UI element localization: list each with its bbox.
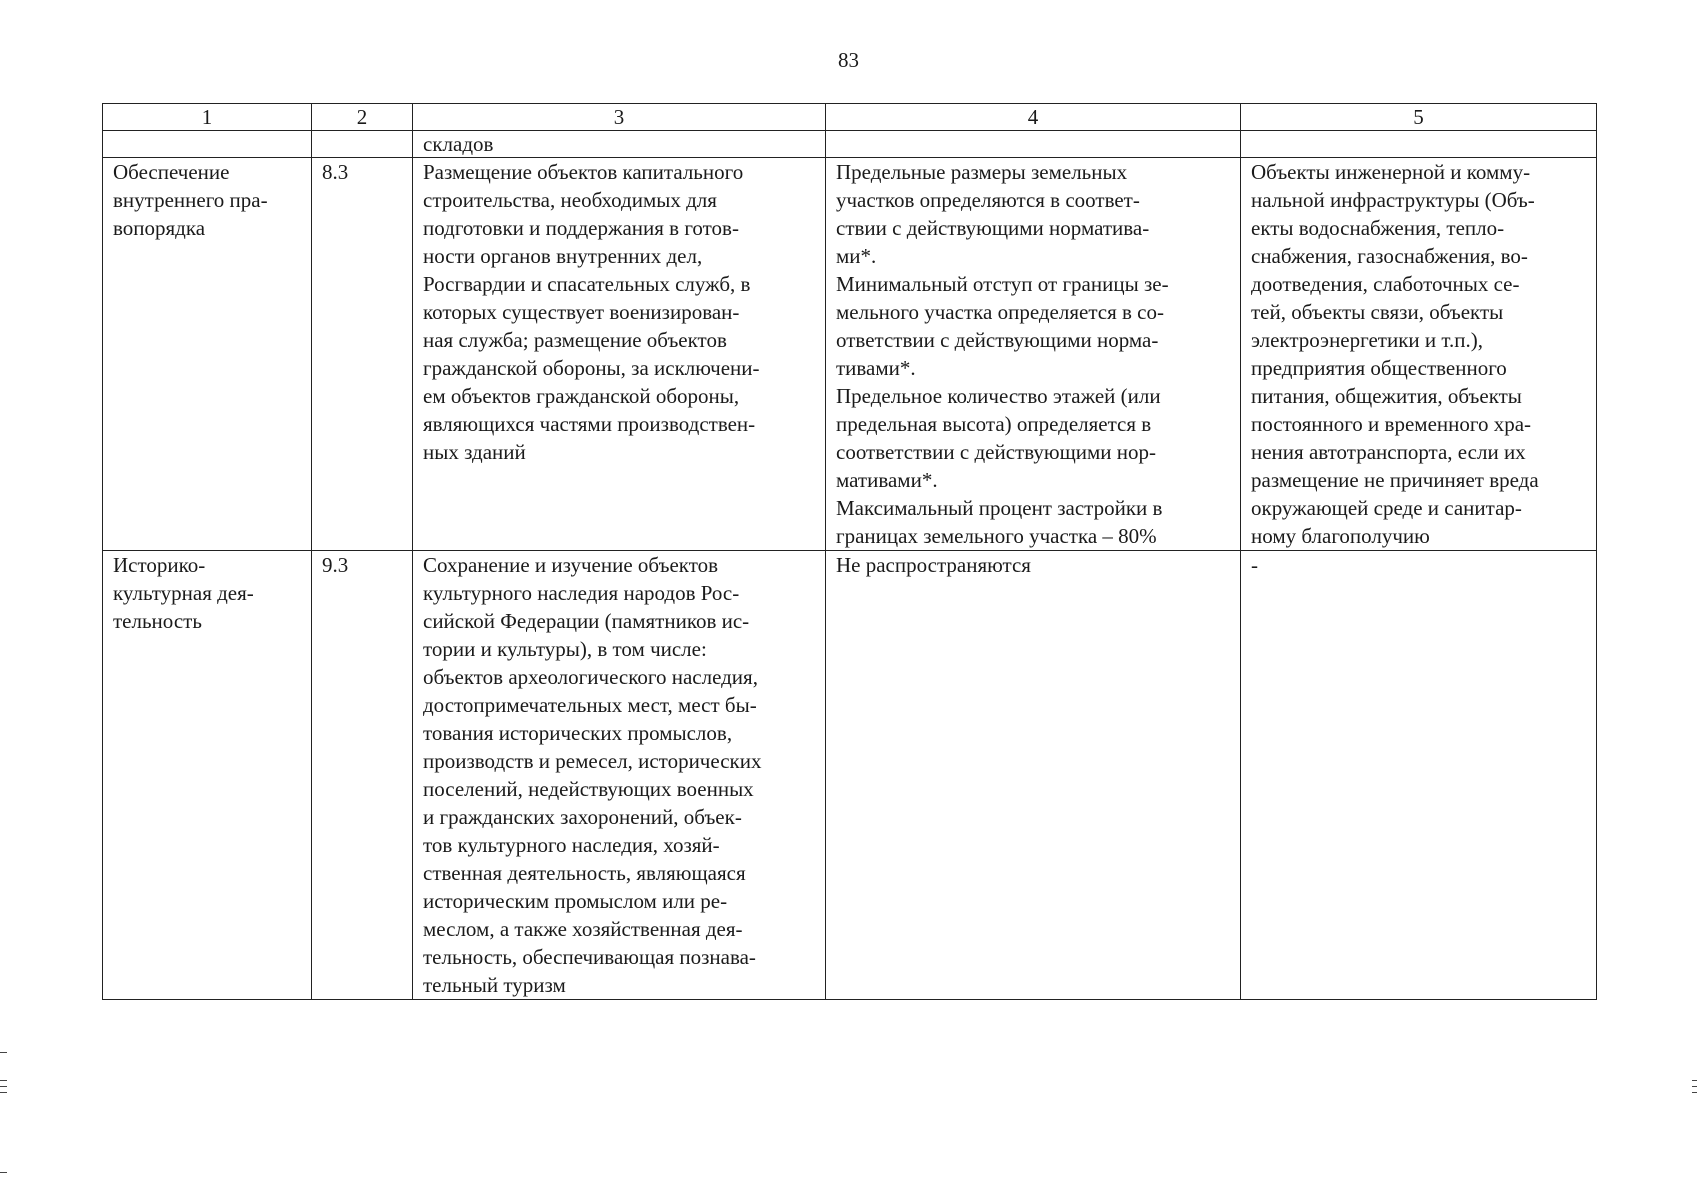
scan-artifact-right-1 [1692, 1080, 1697, 1081]
scan-artifact-right-3 [1692, 1092, 1697, 1093]
page-number: 83 [838, 48, 859, 72]
header-col-5: 5 [1241, 104, 1597, 131]
use-description-cell: Сохранение и изучение объектов культурного наследия народов Рос- сийской Федерации (памятников ис- тории и культуры), в том числе: объектов археологического наследия, достопримечательных мест, мест бы- тования исторических промыслов, производств и ремесел, исторических поселений, недействующих военных и гражданских захоронений, объек- тов культурного наследия, хозяй- ственная деятельность, являющаяся историческим промыслом или ре- меслом, а также хозяйственная дея- тельность, обеспечивающая познава- тельный туризм [413, 551, 826, 1000]
cont-cell-4 [826, 131, 1241, 158]
use-parameters-cell: Не распространяются [826, 551, 1241, 1000]
header-col-4: 4 [826, 104, 1241, 131]
cont-cell-5 [1241, 131, 1597, 158]
header-col-2: 2 [312, 104, 413, 131]
use-name-cell: Историко- культурная дея- тельность [103, 551, 312, 1000]
scan-artifact-right-2 [1692, 1086, 1697, 1087]
scan-artifact-left-1 [0, 1052, 7, 1053]
header-col-1: 1 [103, 104, 312, 131]
cont-cell-1 [103, 131, 312, 158]
use-code-cell: 9.3 [312, 551, 413, 1000]
header-row [103, 104, 1597, 131]
cont-cell-3: складов [413, 131, 826, 158]
cont-cell-2 [312, 131, 413, 158]
scan-artifact-left-2 [0, 1080, 7, 1081]
table-row [103, 158, 1597, 551]
use-parameters-cell: Предельные размеры земельных участков определяются в соответ- ствии с действующими норматива- ми*. Минимальный отступ от границы зе- мельного участка определяется в со- ответствии с действующими норма- тивами*. Предельное количество этажей (или предельная высота) определяется в соответствии с действующими нор- мативами*. Максимальный процент застройки в границах земельного участка – 80% [826, 158, 1241, 551]
zoning-table [102, 103, 1597, 1000]
use-name-cell: Обеспечение внутреннего пра- вопорядка [103, 158, 312, 551]
continuation-row [103, 131, 1597, 158]
use-auxiliary-cell: - [1241, 551, 1597, 1000]
use-auxiliary-cell: Объекты инженерной и комму- нальной инфраструктуры (Объ- екты водоснабжения, тепло- снабжения, газоснабжения, во- доотведения, слаботочных се- тей, объекты связи, объекты электроэнергетики и т.п.), предприятия общественного питания, общежития, объекты постоянного и временного хра- нения автотранспорта, если их размещение не причиняет вреда окружающей среде и санитар- ному благополучию [1241, 158, 1597, 551]
header-col-3: 3 [413, 104, 826, 131]
scan-artifact-left-4 [0, 1092, 7, 1093]
table-row [103, 551, 1597, 1000]
scan-artifact-left-3 [0, 1086, 7, 1087]
scan-artifact-left-5 [0, 1172, 7, 1173]
use-code-cell: 8.3 [312, 158, 413, 551]
use-description-cell: Размещение объектов капитального строительства, необходимых для подготовки и поддержания в готов- ности органов внутренних дел, Росгвардии и спасательных служб, в которых существует военизирован- ная служба; размещение объектов гражданской обороны, за исключени- ем объектов гражданской обороны, являющихся частями производствен- ных зданий [413, 158, 826, 551]
